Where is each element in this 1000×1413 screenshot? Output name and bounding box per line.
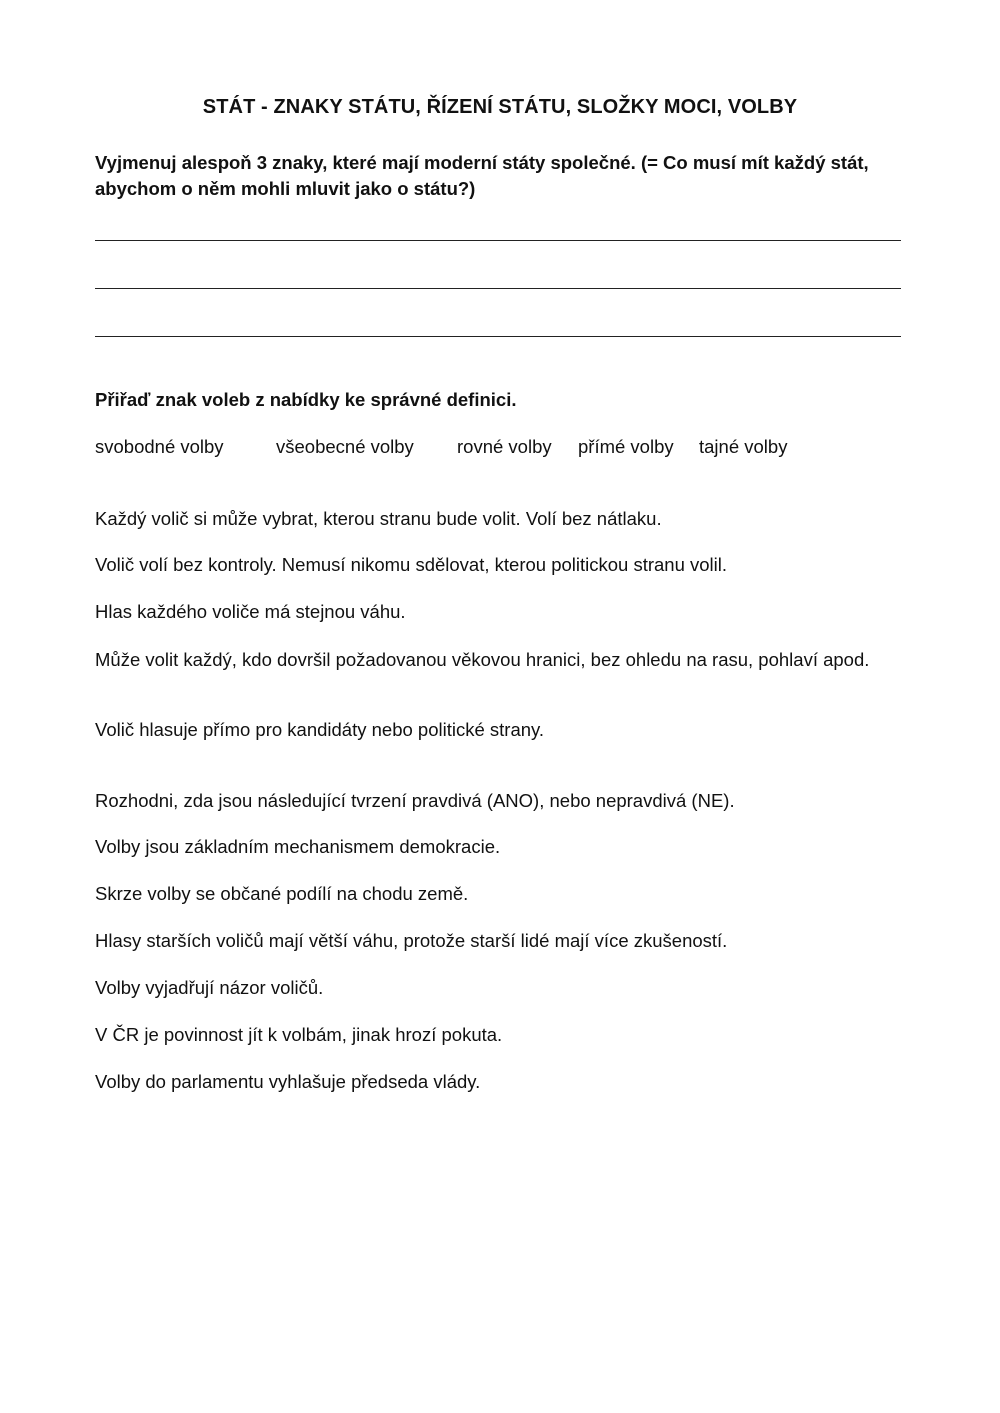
- definition-1: Každý volič si může vybrat, kterou stranu bude volit. Volí bez nátlaku.: [95, 508, 662, 529]
- page-title: STÁT - ZNAKY STÁTU, ŘÍZENÍ STÁTU, SLOŽKY MOCI, VOLBY: [202, 96, 798, 118]
- answer-line-2[interactable]: [95, 288, 901, 289]
- question-election-features: Přiřaď znak voleb z nabídky ke správné definici.: [95, 389, 517, 410]
- option-tajne[interactable]: tajné volby: [699, 436, 788, 457]
- question-state-features: Vyjmenuj alespoň 3 znaky, které mají moderní státy společné. (= Co musí mít každý stát, abychom o něm mohli mluvit jako o státu?): [95, 152, 869, 199]
- statement-3: Hlasy starších voličů mají větší váhu, protože starší lidé mají více zkušeností.: [95, 930, 728, 951]
- definition-4: Může volit každý, kdo dovršil požadovanou věkovou hranici, bez ohledu na rasu, pohlaví apod.: [95, 649, 870, 670]
- true-false-instruction: Rozhodni, zda jsou následující tvrzení pravdivá (ANO), nebo nepravdivá (NE).: [95, 790, 735, 811]
- answer-line-3[interactable]: [95, 336, 901, 337]
- definition-5: Volič hlasuje přímo pro kandidáty nebo politické strany.: [95, 719, 545, 740]
- definition-3: Hlas každého voliče má stejnou váhu.: [95, 601, 406, 622]
- statement-5: V ČR je povinnost jít k volbám, jinak hrozí pokuta.: [95, 1024, 503, 1045]
- statement-4: Volby vyjadřují názor voličů.: [95, 977, 324, 998]
- answer-line-1[interactable]: [95, 240, 901, 241]
- option-svobodne[interactable]: svobodné volby: [95, 436, 224, 457]
- option-vseobecne[interactable]: všeobecné volby: [276, 436, 414, 457]
- option-rovne[interactable]: rovné volby: [457, 436, 552, 457]
- statement-2: Skrze volby se občané podílí na chodu země.: [95, 883, 469, 904]
- definition-2: Volič volí bez kontroly. Nemusí nikomu sdělovat, kterou politickou stranu volil.: [95, 554, 728, 575]
- option-prime[interactable]: přímé volby: [578, 436, 674, 457]
- statement-1: Volby jsou základním mechanismem demokracie.: [95, 836, 501, 857]
- statement-6: Volby do parlamentu vyhlašuje předseda vlády.: [95, 1071, 481, 1092]
